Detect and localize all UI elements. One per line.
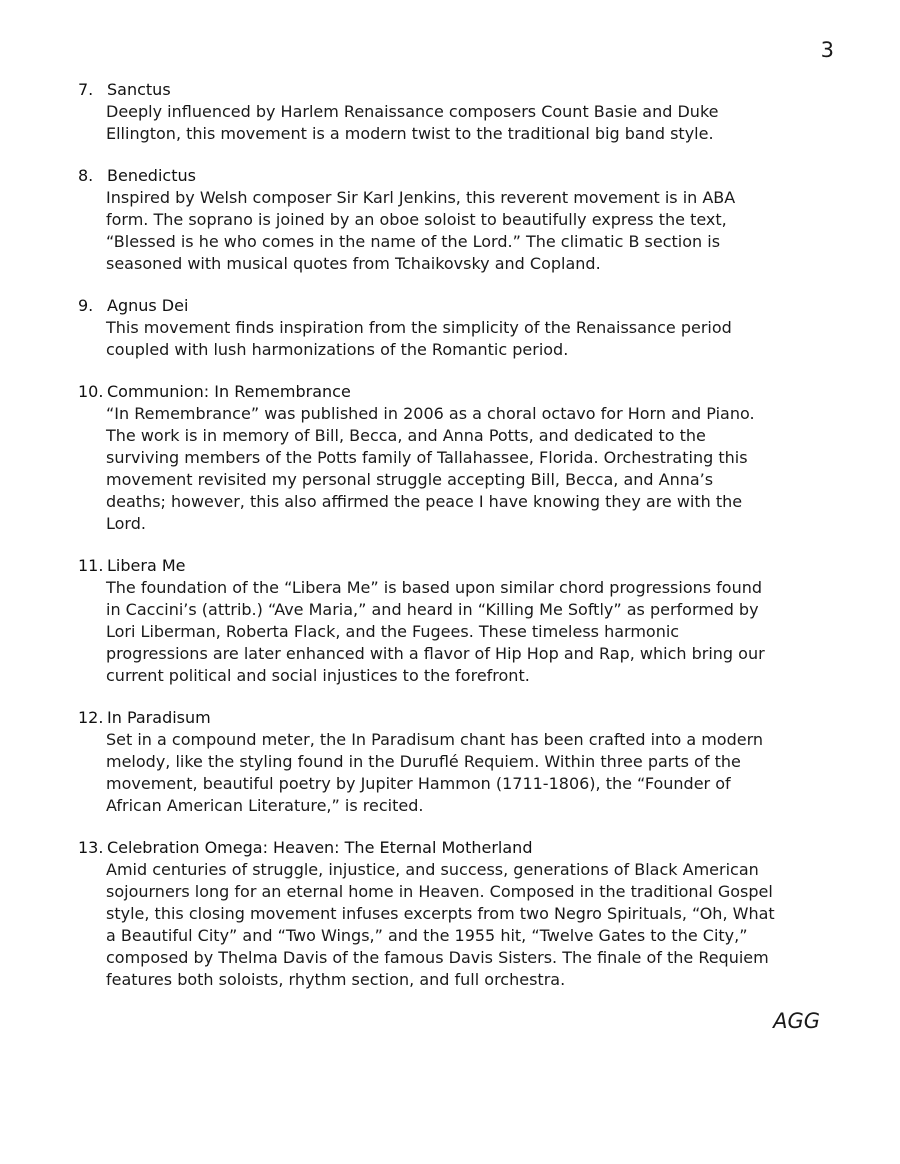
movement-description: Inspired by Welsh composer Sir Karl Jenkins, this reverent movement is in ABA form. The soprano is joined by an oboe soloist to beautifully express the text, “Blessed is he who comes in the name of the Lord.” The climatic B section is seasoned with musical quotes from Tchaikovsky and Copland. (106, 188, 736, 273)
movement-entry-sanctus (78, 79, 778, 145)
movement-heading (78, 381, 778, 403)
movement-number: 9. (78, 296, 94, 315)
movement-entry-benedictus (78, 165, 778, 275)
movement-heading (78, 555, 778, 577)
movement-description: Set in a compound meter, the In Paradisum chant has been crafted into a modern melody, like the styling found in the Duruflé Requiem. Within three parts of the movement, beautiful poetry by Jupiter Hammon (1711-1806), the “Founder of African American Literature,” is recited. (106, 730, 764, 815)
movement-number: 8. (78, 166, 94, 185)
movement-heading (78, 165, 778, 187)
movement-title: In Paradisum (107, 708, 211, 727)
movement-number: 13. (78, 838, 104, 857)
movement-description: This movement finds inspiration from the simplicity of the Renaissance period coupled with lush harmonizations of the Romantic period. (106, 318, 732, 359)
movement-title: Sanctus (107, 80, 171, 99)
movement-title: Benedictus (107, 166, 196, 185)
movement-description: Amid centuries of struggle, injustice, and success, generations of Black American sojourners long for an eternal home in Heaven. Composed in the traditional Gospel style, this closing movement infuses excerpts from two Negro Spirituals, “Oh, What a Beautiful City” and “Two Wings,” and the 1955 hit, “Twelve Gates to the City,” composed by Thelma Davis of the famous Davis Sisters. The finale of the Requiem features both soloists, rhythm section, and full orchestra. (106, 860, 775, 989)
movement-heading (78, 707, 778, 729)
movement-description: “In Remembrance” was published in 2006 as a choral octavo for Horn and Piano. The work is in memory of Bill, Becca, and Anna Potts, and dedicated to the surviving members of the Potts family of Tallahassee, Florida. Orchestrating this movement revisited my personal struggle accepting Bill, Becca, and Anna’s deaths; however, this also affirmed the peace I have knowing they are with the Lord. (106, 404, 755, 533)
movement-number: 12. (78, 708, 104, 727)
movement-number: 10. (78, 382, 104, 401)
movement-title: Communion: In Remembrance (107, 382, 351, 401)
movement-description: Deeply influenced by Harlem Renaissance composers Count Basie and Duke Ellington, this movement is a modern twist to the traditional big band style. (106, 102, 719, 143)
movement-heading (78, 837, 778, 859)
movement-list (78, 79, 778, 1011)
movement-title: Celebration Omega: Heaven: The Eternal Motherland (107, 838, 533, 857)
movement-number: 11. (78, 556, 104, 575)
movement-number: 7. (78, 80, 94, 99)
movement-entry-agnus-dei (78, 295, 778, 361)
movement-entry-libera-me (78, 555, 778, 687)
movement-title: Libera Me (107, 556, 186, 575)
movement-description: The foundation of the “Libera Me” is based upon similar chord progressions found in Caccini’s (attrib.) “Ave Maria,” and heard in “Killing Me Softly” as performed by Lori Liberman, Roberta Flack, and the Fugees. These timeless harmonic progressions are later enhanced with a flavor of Hip Hop and Rap, which bring our current political and social injustices to the forefront. (106, 578, 765, 685)
movement-heading (78, 295, 778, 317)
movement-entry-in-paradisum (78, 707, 778, 817)
author-initials: AGG (773, 1009, 820, 1033)
movement-title: Agnus Dei (107, 296, 189, 315)
page-number: 3 (820, 38, 834, 62)
movement-entry-celebration-omega (78, 837, 778, 991)
movement-entry-communion (78, 381, 778, 535)
movement-heading (78, 79, 778, 101)
